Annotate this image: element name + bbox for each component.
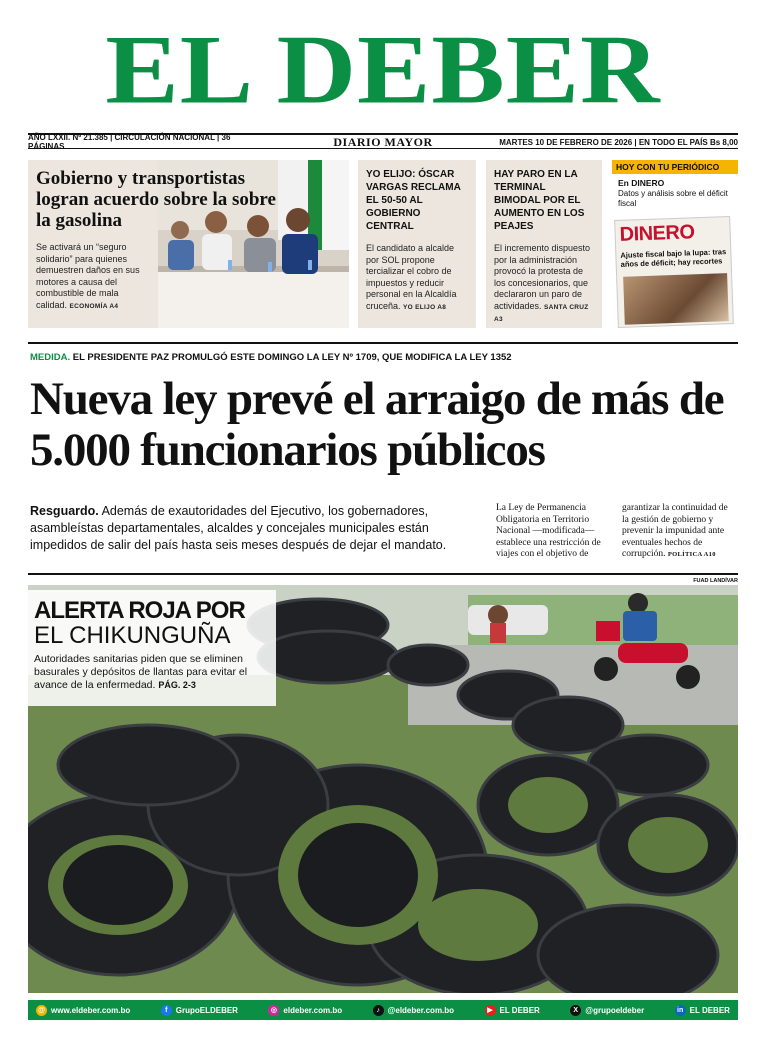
- teaser-title: YO ELIJO: ÓSCAR VARGAS RECLAMA EL 50-50 AL GOBIERNO CENTRAL: [366, 169, 461, 232]
- web-icon: @: [36, 1005, 47, 1016]
- footer-linkedin[interactable]: in EL DEBER: [675, 1005, 730, 1016]
- photo-caption-text: Autoridades sanitarias piden que se eliminen basurales y depósitos de llantas para evitar el avance de la enfermedad.: [34, 653, 248, 691]
- promo-label: En DINERO: [618, 178, 665, 188]
- dinero-headline: Ajuste fiscal bajo la lupa: tras años de déficit; hay recortes: [620, 247, 727, 269]
- teaser-body-text: El candidato a alcalde por SOL propone tercializar el cobro de impuestos y reducir personal en la Alcaldía cruceña.: [366, 243, 457, 311]
- dinero-logo: DINERO: [619, 221, 695, 246]
- teaser-body: [36, 242, 148, 312]
- teaser-headline: Gobierno y transportistas logran acuerdo sobre la sobre la gasolina: [36, 168, 276, 231]
- photo-caption: [34, 653, 270, 692]
- footer-web[interactable]: @ www.eldeber.com.bo: [36, 1005, 130, 1016]
- promo-description: [612, 174, 738, 209]
- lead-headline[interactable]: Nueva ley prevé el arraigo de más de 5.000 funcionarios públicos: [30, 373, 724, 476]
- dateline: [28, 133, 738, 149]
- teaser-section: ECONOMÍA A4: [69, 302, 119, 310]
- photo-page-ref: PÁG. 2-3: [158, 680, 196, 690]
- dinero-cover-image: [623, 273, 729, 325]
- overline-kicker: MEDIDA.: [30, 352, 71, 363]
- promo-header: HOY CON TU PERIÓDICO: [612, 160, 738, 174]
- teaser-section: YO ELIJO A8: [403, 303, 447, 311]
- promo-text: Datos y análisis sobre el déficit fiscal: [618, 189, 728, 208]
- lead-deck: [30, 503, 476, 554]
- photo-credit: FUAD LANDÍVAR: [693, 578, 738, 584]
- lead-body-col1: La Ley de Permanencia Obligatoria en Territorio Nacional —modificada— establece una restricción de viajes con el objetivo de: [496, 503, 601, 559]
- date-price: MARTES 10 DE FEBRERO DE 2026 | EN TODO EL PAÍS Bs 8,00: [499, 137, 738, 147]
- section-divider: [28, 573, 738, 575]
- teaser-body: [366, 243, 468, 313]
- youtube-icon: ▶: [485, 1005, 496, 1016]
- teaser-yo-elijo[interactable]: [358, 160, 476, 328]
- tiktok-icon: ♪: [373, 1005, 384, 1016]
- footer-facebook[interactable]: f GrupoELDEBER: [161, 1005, 238, 1016]
- teaser-transport[interactable]: [28, 160, 349, 328]
- lead-body-col2: [622, 503, 734, 561]
- teaser-body-text: El incremento dispuesto por la administración provocó la protesta de los concesionarios, que declararon un paro de actividades.: [494, 243, 591, 311]
- photo-title-line2: EL CHIKUNGUÑA: [34, 622, 231, 649]
- edition-info: AÑO LXXII. Nº 21.385 | CIRCULACIÓN NACIONAL | 36 PÁGINAS: [28, 133, 231, 151]
- teaser-terminal[interactable]: [486, 160, 602, 328]
- footer-x[interactable]: X @grupoeldeber: [570, 1005, 644, 1016]
- facebook-icon: f: [161, 1005, 172, 1016]
- instagram-icon: ◎: [268, 1005, 279, 1016]
- footer-youtube[interactable]: ▶ EL DEBER: [485, 1005, 540, 1016]
- lead-overline: [30, 352, 738, 363]
- photo-caption-box[interactable]: [28, 590, 276, 706]
- overline-text: EL PRESIDENTE PAZ PROMULGÓ ESTE DOMINGO LA LEY Nº 1709, QUE MODIFICA LA LEY 1352: [72, 352, 512, 363]
- section-divider: [28, 342, 738, 344]
- footer-tiktok[interactable]: ♪ @eldeber.com.bo: [373, 1005, 454, 1016]
- teaser-title: HAY PARO EN LA TERMINAL BIMODAL POR EL AUMENTO EN LOS PEAJES: [494, 169, 585, 232]
- linkedin-icon: in: [675, 1005, 686, 1016]
- footer-instagram[interactable]: ◎ eldeber.com.bo: [268, 1005, 342, 1016]
- deck-text: Además de exautoridades del Ejecutivo, los gobernadores, asambleístas departamentales, alcaldes y concejales municipales están impedidos de salir del país hasta seis meses después de dejar el mandato.: [30, 504, 447, 552]
- x-icon: X: [570, 1005, 581, 1016]
- photo-title-line1: ALERTA ROJA POR: [34, 597, 245, 624]
- teaser-section: SANTA CRUZ A3: [494, 303, 589, 323]
- dinero-cover: [614, 216, 734, 328]
- promo-dinero[interactable]: [612, 160, 738, 328]
- masthead-logo: EL DEBER: [105, 14, 661, 124]
- deck-label: Resguardo.: [30, 504, 99, 518]
- teaser-body-text: Se activará un “seguro solidario” para quienes demuestren daños en sus motores a causa del combustible de mala calidad.: [36, 242, 140, 310]
- body-text: garantizar la continuidad de la gestión de gobierno y prevenir la impunidad ante eventuales hechos de corrupción.: [622, 503, 728, 559]
- body-section: POLÍTICA A10: [667, 551, 716, 558]
- social-footer: [28, 1000, 738, 1020]
- tagline: DIARIO MAYOR: [333, 134, 433, 149]
- masthead: [0, 14, 766, 124]
- teaser-body: [494, 243, 594, 326]
